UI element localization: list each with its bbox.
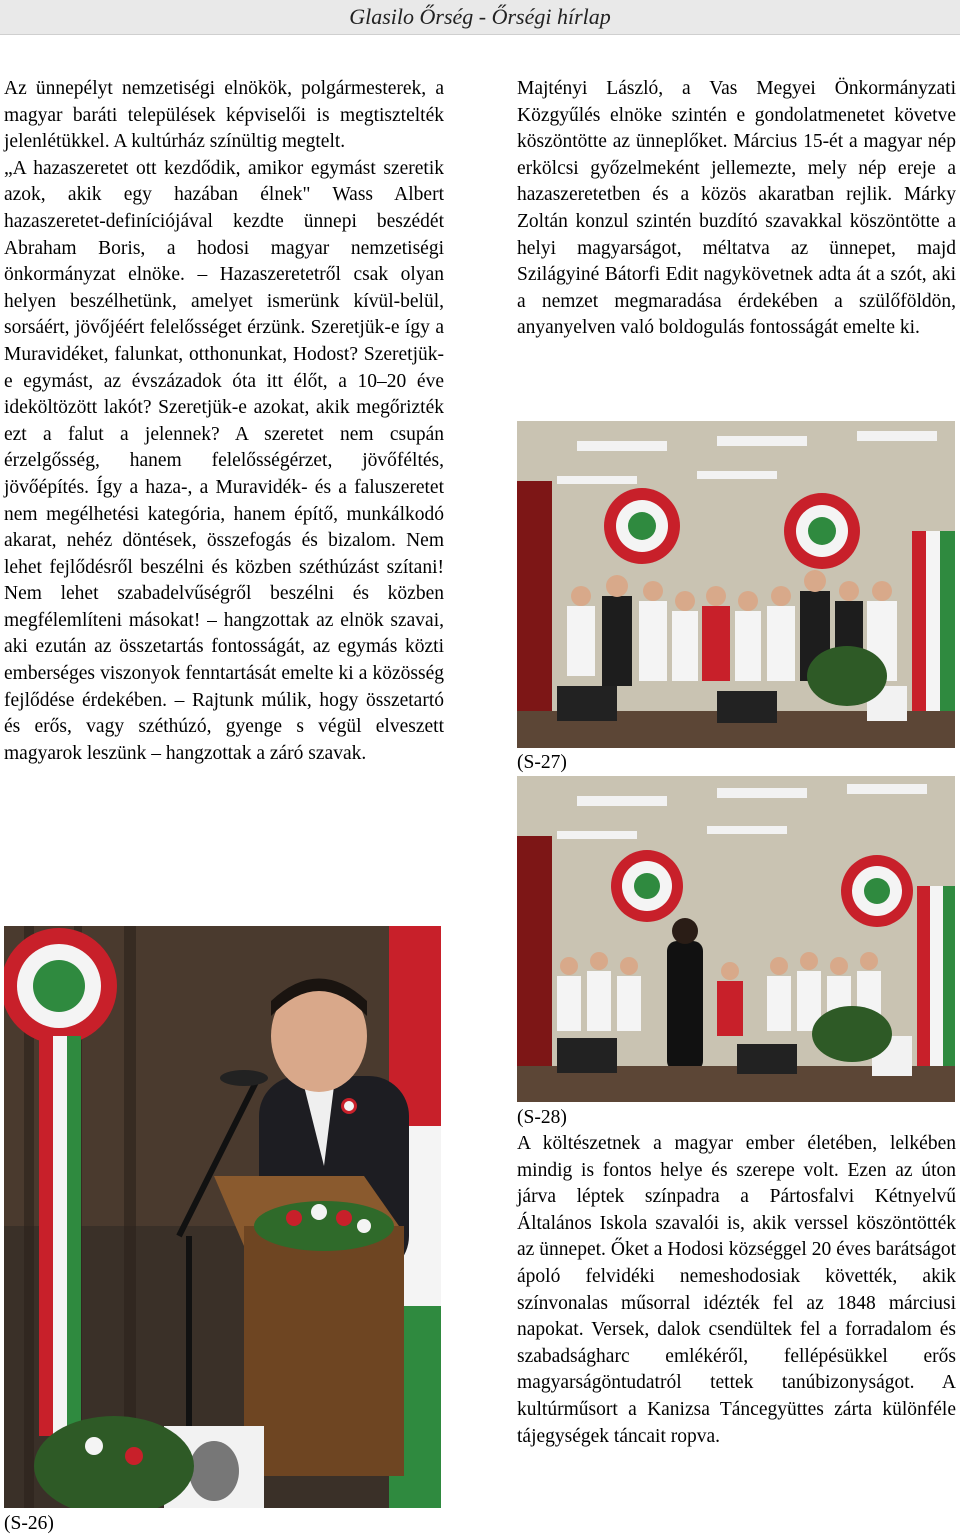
- page-header: [0, 0, 960, 35]
- photo-choir-2: [517, 776, 955, 1102]
- photo-speaker: [4, 926, 441, 1508]
- publication-title: Glasilo Őrség - Őrségi hírlap: [349, 4, 611, 29]
- photo-choir-1: [517, 421, 955, 748]
- caption-s26: (S-26): [4, 1513, 54, 1534]
- right-bottom-article-text: A költészetnek a magyar ember életében, lelkében mindig is fontos helye és szerepe volt. Ezen az úton járva léptek színpadra a Pártosfalvi Kétnyelvű Általános Iskola szavalói is, akik verssel köszöntötték az ünnepet. Őket a Hodosi községgel 20 éves barátságot ápoló felvidéki nemeshodosiak követték, akik színvonalas műsorral idézték fel az 1848 márciusi napokat. Versek, dalok csendültek fel a forradalom és szabadságharc emlékéről, fellépésükkel erős magyarságöntudatról tettek tanúbizonyságot. A kultúrműsort a Kanizsa Táncegyüttes zárta különféle tájegységek táncait ropva.: [517, 1133, 956, 1447]
- left-paragraph-1: Az ünnepélyt nemzetiségi elnökök, polgármesterek, a magyar baráti települések képviselői is megtisztelték jelenlétükkel. A kultúrház színültig megtelt.: [4, 78, 444, 153]
- caption-s27: (S-27): [517, 752, 567, 773]
- caption-s28: (S-28): [517, 1107, 567, 1128]
- left-paragraph-2: „A hazaszeretet ott kezdődik, amikor egymást szeretik azok, akik egy hazában élnek" Wass Albert hazaszeretet-definíciójával kezdte ünnepi beszédét Abraham Boris, a hodosi magyar nemzetiségi önkormányzat elnöke. – Hazaszeretetről csak olyan helyen beszélhetünk, amelyet ismerünk kívül-belül, sorsáért, jövőjéért felelősséget érzünk. Szeretjük-e így a Muravidéket, falunkat, otthonunkat, Hodost? Szeretjük-e egymást, az évszázadok óta itt élőt, a 10–20 éve ideköltözött lakót? Szeretjük-e azokat, akik megőrizték ezt a falut a jelennek? A szeretet nem csupán érzelgősség, hanem felelősségérzet, jövőféltés, jövőépítés. Így a haza-, a Muravidék- és a faluszeretet nem megélhetési kategória, hanem építő, munkálkodó akarat, nehéz döntések, összefogás és bizalom. Nem lehet fejlődésről beszélni és közben széthúzást szítani! Nem lehet szabadelvűségről beszélni és közben megfélemlíteni másokat! – hangzottak az elnök szavai, aki ezután az összetartás fontosságát, az egymás közti emberséges viszonyok fenntartását emelte ki a közösség fejlődése érdekében. – Rajtunk múlik, hogy összetartó és erős, vagy széthúzó, gyenge s végül elveszett magyarok leszünk – hangzottak a záró szavak.: [4, 157, 444, 764]
- right-article-text: Majtényi László, a Vas Megyei Önkormányzati Közgyűlés elnöke szintén e gondolatmenetet követve köszöntötte az ünneplőket. Március 15-ét a magyar nép erkölcsi győzelmeként jellemezte, mely nép ereje a hazaszeretetben és a közös akaratban rejlik. Márky Zoltán konzul szintén buzdító szavakkal köszöntötte a helyi magyarságot, méltatva az ünnepet, majd Szilágyiné Bátorfi Edit nagykövetnek adta át a szót, aki a nemzet megmaradása érdekében a szülőföldön, anyanyelven való boldogulás fontosságát emelte ki.: [517, 78, 956, 339]
- left-article-text: [4, 76, 444, 767]
